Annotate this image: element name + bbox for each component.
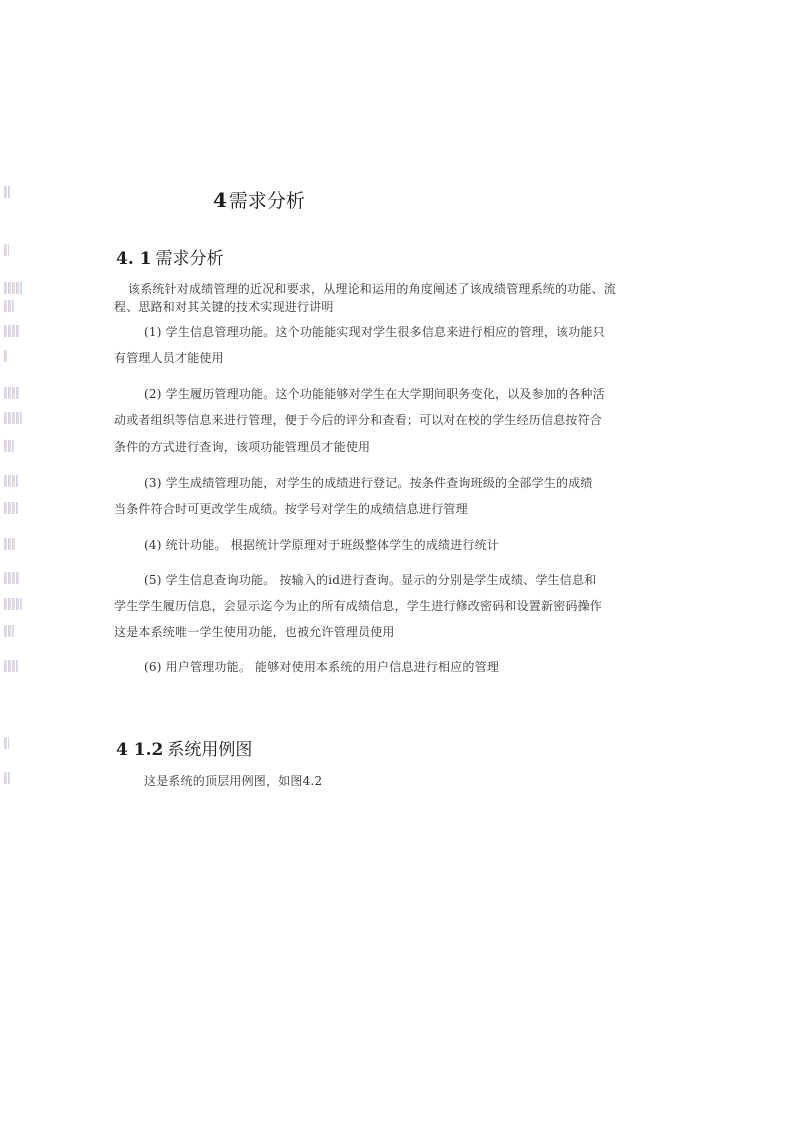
- list-item-line: 这是本系统唯一学生使用功能，也被允许管理员使用: [114, 625, 395, 639]
- margin-mark: [4, 772, 10, 784]
- list-item-line: (2) 学生履历管理功能。这个功能能够对学生在大学期间职务变化，以及参加的各种活: [144, 387, 605, 401]
- margin-mark: [4, 186, 10, 198]
- chapter-title: 需求分析: [228, 190, 305, 212]
- margin-mark: [4, 737, 9, 749]
- list-item-line: 动或者组织等信息来进行管理，便于今后的评分和查看；可以对在校的学生经历信息按符合: [114, 413, 603, 427]
- section-number: 4. 1: [116, 249, 152, 269]
- margin-mark: [4, 350, 8, 362]
- margin-mark: [4, 572, 20, 584]
- list-item-line: (1) 学生信息管理功能。这个功能能实现对学生很多信息来进行相应的管理，该功能只: [144, 325, 605, 339]
- margin-mark: [4, 244, 9, 256]
- list-item-line: (6) 用户管理功能。 能够对使用本系统的用户信息进行相应的管理: [144, 660, 500, 674]
- margin-mark: [4, 475, 18, 487]
- section-title: 系统用例图: [167, 740, 253, 760]
- intro-line: 该系统针对成绩管理的近况和要求，从理论和运用的角度阐述了该成绩管理系统的功能、流: [128, 282, 617, 296]
- section-heading-4-1-2: [116, 735, 252, 760]
- list-item-line: 学生学生履历信息，会显示迄今为止的所有成绩信息，学生进行修改密码和设置新密码操作: [114, 599, 603, 613]
- margin-mark: [4, 625, 14, 637]
- margin-mark: [4, 325, 20, 337]
- margin-mark: [4, 282, 22, 294]
- margin-mark: [4, 300, 14, 312]
- margin-mark: [4, 502, 18, 514]
- margin-mark: [4, 538, 16, 550]
- list-item-line: (5) 学生信息查询功能。 按输入的id进行查询。显示的分别是学生成绩、学生信息和: [144, 573, 597, 587]
- margin-mark: [4, 598, 22, 610]
- list-item-line: 条件的方式进行查询，该项功能管理员才能使用: [114, 440, 371, 454]
- list-item-line: (3) 学生成绩管理功能，对学生的成绩进行登记。按条件查询班级的全部学生的成绩: [144, 476, 593, 490]
- section-number: 4 1.2: [116, 740, 164, 760]
- closing-line: 这是系统的顶层用例图，如图4.2: [144, 774, 323, 788]
- margin-mark: [4, 412, 22, 424]
- section-title: 需求分析: [155, 249, 224, 269]
- section-heading-4-1: [116, 244, 224, 269]
- margin-mark: [4, 660, 18, 672]
- margin-mark: [4, 387, 20, 399]
- list-item-line: 有管理人员才能使用: [114, 351, 224, 365]
- chapter-heading: [213, 186, 305, 213]
- margin-mark: [4, 440, 14, 452]
- list-item-line: (4) 统计功能。 根据统计学原理对于班级整体学生的成绩进行统计: [144, 538, 500, 552]
- chapter-number: 4: [213, 188, 227, 212]
- intro-line: 程、思路和对其关键的技术实现进行讲明: [114, 300, 334, 314]
- list-item-line: 当条件符合时可更改学生成绩。按学号对学生的成绩信息进行管理: [114, 502, 468, 516]
